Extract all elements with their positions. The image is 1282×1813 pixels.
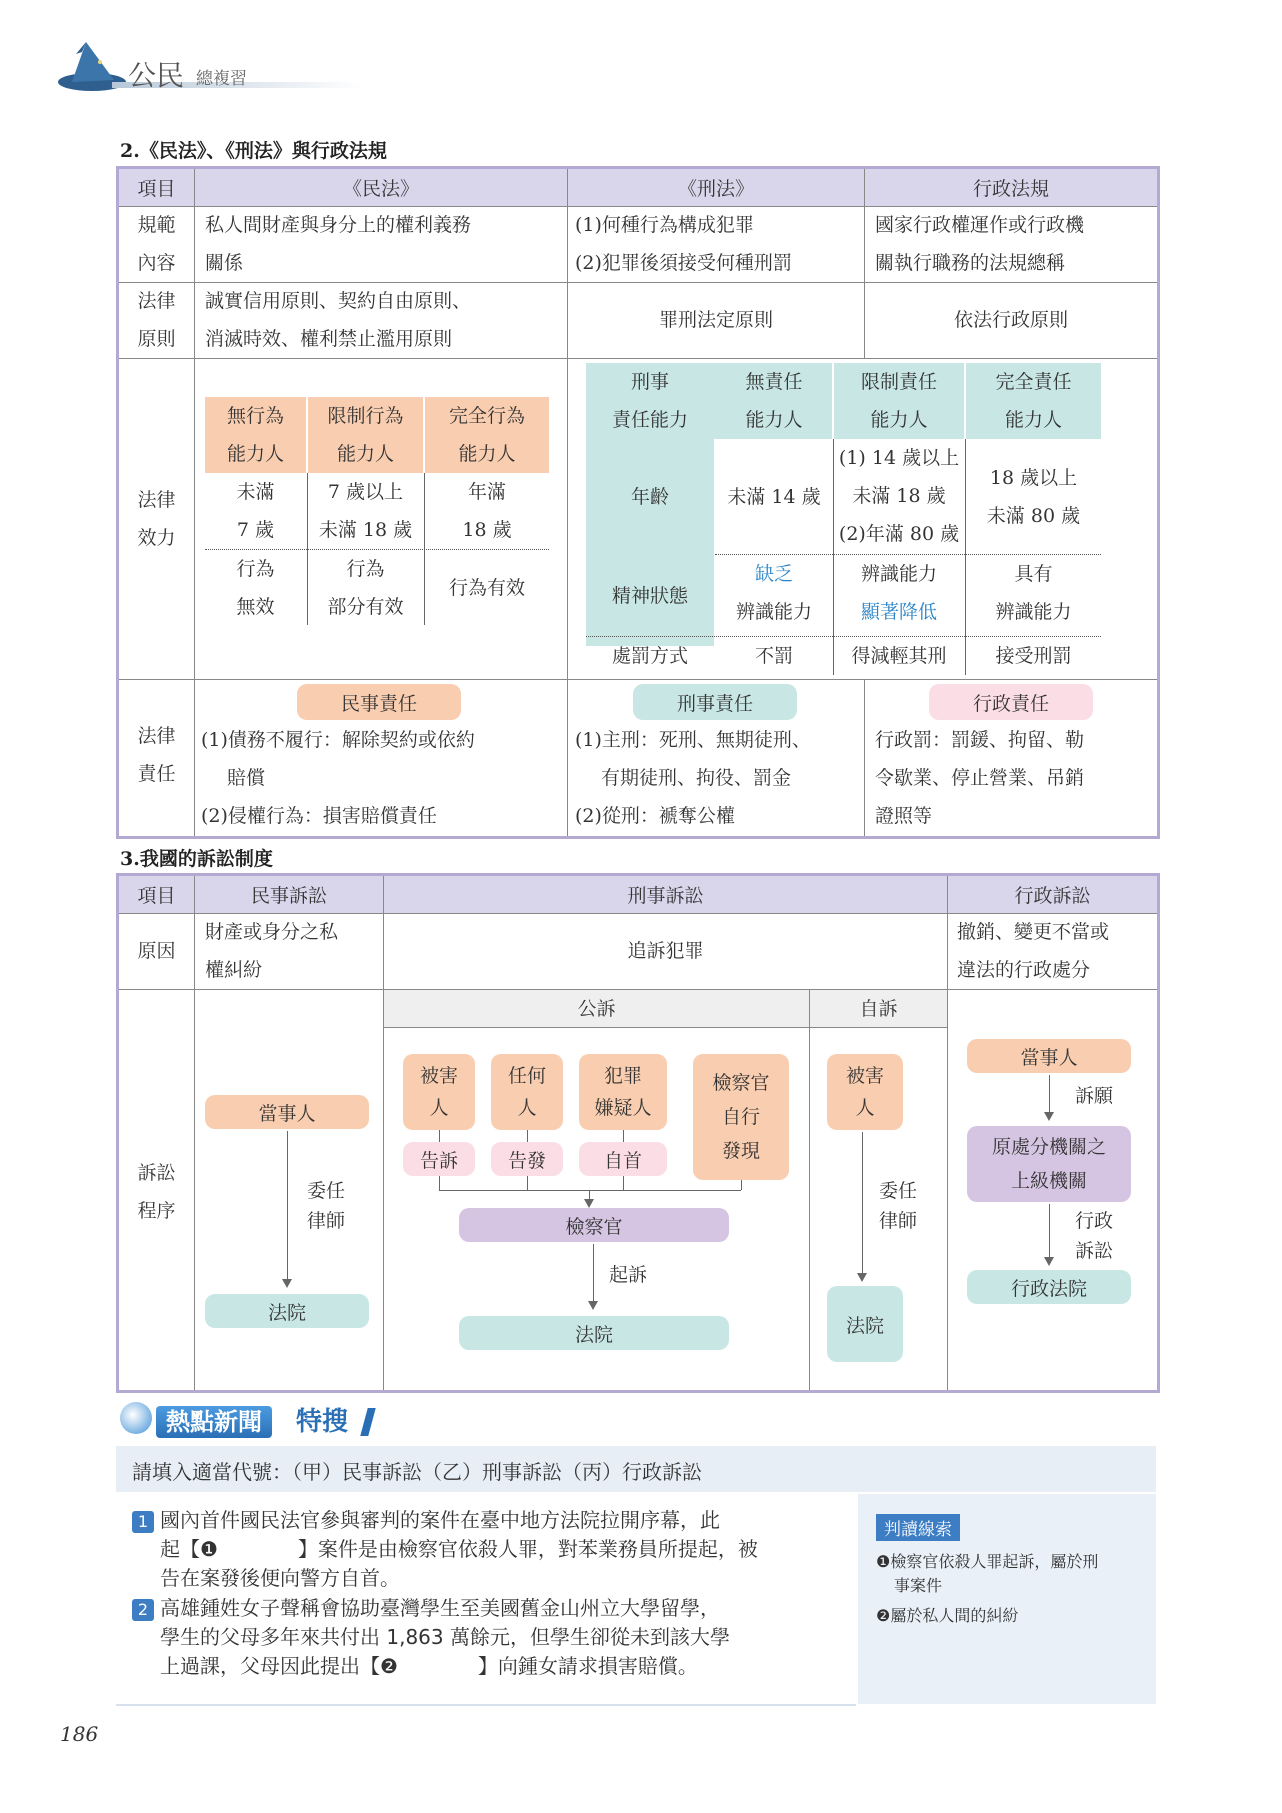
civil-head-limited: 限制行為 能力人 [308,397,423,473]
civil-court: 法院 [205,1294,369,1328]
cause-criminal: 追訴犯罪 [627,940,704,962]
criminal-liability-text: (1)主刑：死刑、無期徒刑、 有期徒刑、拘役、罰金 (2)從刑：褫奪公權 [575,729,811,827]
civil-age-limited: 7 歲以上 未滿 18 歲 [318,481,413,541]
crim-punish-none: 不罰 [754,645,793,667]
admin-court: 行政法院 [967,1270,1131,1304]
law-comparison-table [116,166,1160,839]
civil-via-lawyer: 委任 律師 [307,1180,346,1232]
news-badge-slash [360,1408,376,1436]
admin-superior-agency: 原處分機關之 上級機關 [967,1126,1131,1202]
private-victim: 被害 人 [827,1054,903,1130]
crim-punish-label: 處罰方式 [611,645,688,667]
principle-criminal: 罪刑法定原則 [658,309,773,331]
crim-punish-limited: 得減輕其刑 [851,645,947,667]
admin-suit: 行政 訴訟 [1075,1210,1114,1262]
row-label-liability: 法律 責任 [137,725,176,785]
indict-label: 起訴 [609,1264,648,1286]
news-question-1: 1 國內首件國民法官參與審判的案件在臺中地方法院拉開序幕，此 起【❶ 】案件是由檢察官依殺人罪，對苯業務員所提起，被 告在案發後便向警方自首。 [132,1506,852,1593]
news-hint-1: ❶檢察官依殺人罪起訴，屬於刑 事案件 [876,1552,1099,1595]
action-complaint: 告訴 [403,1142,475,1176]
crim-mental-label: 精神狀態 [611,584,688,607]
private-court: 法院 [827,1286,903,1362]
scope-criminal: (1)何種行為構成犯罪 (2)犯罪後須接受何種刑罰 [575,214,792,274]
criminal-liability-title: 刑事責任 [633,684,797,720]
row-label-scope: 規範 內容 [137,214,176,274]
civil-valid-none: 行為 無效 [236,558,275,618]
header-criminal: 《刑法》 [568,169,864,206]
header-civil: 《民法》 [195,169,567,206]
header-subtitle: 總複習 [196,69,247,89]
public-prosecution-title: 公訴 [577,997,616,1020]
crim-head-full: 完全責任 能力人 [995,371,1072,431]
lit-header-admin: 行政訴訟 [948,876,1157,913]
section2-title: 2.《民法》、《刑法》與行政法規 [120,140,387,162]
crim-age-none: 未滿 14 歲 [727,485,821,508]
civil-age-none: 未滿 7 歲 [236,481,275,541]
crim-age-limited: (1) 14 歲以上 未滿 18 歲 (2)年滿 80 歲 [838,447,960,545]
news-question-2: 2 高雄鍾姓女子聲稱會協助臺灣學生至美國舊金山州立大學留學， 學生的父母多年來共付出 1,863 萬餘元，但學生卻從未到該大學 上過課，父母因此提出【❷ 】向鍾女請求損害賠償。 [132,1594,852,1681]
scope-civil: 私人間財產與身分上的權利義務 關係 [205,214,472,274]
row-label-effect: 法律 效力 [137,489,176,549]
cause-admin: 撤銷、變更不當或 違法的行政處分 [957,921,1110,981]
crim-mental-full: 具有 辨識能力 [995,563,1072,623]
crim-mental-none: 缺乏 辨識能力 [735,563,812,623]
news-bubble-icon [120,1402,152,1434]
private-prosecution-title: 自訴 [859,997,898,1020]
civil-liability-title: 民事責任 [297,684,461,720]
crim-head-none: 無責任 能力人 [745,371,803,431]
procedure-label: 訴訟 程序 [137,1162,176,1222]
crim-punish-full: 接受刑罰 [995,645,1072,667]
principle-admin: 依法行政原則 [953,309,1068,331]
crim-age-full: 18 歲以上 未滿 80 歲 [986,466,1081,527]
news-badge-main: 熱點新聞 [156,1406,272,1438]
news-badge-sub: 特搜 [296,1407,349,1437]
section3-title: 3.我國的訴訟制度 [120,848,273,870]
civil-head-full: 完全行為 能力人 [425,397,549,473]
crim-head-limited: 限制責任 能力人 [860,371,937,431]
civil-valid-full: 行為有效 [448,577,525,599]
action-report: 告發 [491,1142,563,1176]
litigation-table [116,873,1160,1393]
news-hint-title: 判讀線索 [876,1514,960,1541]
scope-admin: 國家行政權運作或行政機 關執行職務的法規總稱 [875,214,1085,274]
private-via-lawyer: 委任 律師 [879,1180,918,1232]
crim-age-label: 年齡 [630,485,669,508]
source-prosecutor-self: 檢察官 自行 發現 [693,1054,789,1180]
row-label-principle: 法律 原則 [137,290,176,350]
civil-age-full: 年滿 18 歲 [462,481,512,541]
source-suspect: 犯罪 嫌疑人 [579,1054,667,1130]
admin-petition: 訴願 [1075,1085,1114,1107]
action-surrender: 自首 [579,1142,667,1176]
question-number-1: 1 [132,1511,154,1533]
cause-civil: 財產或身分之私 權糾紛 [205,921,339,981]
principle-civil: 誠實信用原則、契約自由原則、 消滅時效、權利禁止濫用原則 [205,290,472,350]
civil-party: 當事人 [205,1095,369,1129]
lit-header-criminal: 刑事訴訟 [384,876,947,913]
admin-party: 當事人 [967,1039,1131,1073]
header-subject: 公民 [128,59,185,92]
prosecutor: 檢察官 [459,1208,729,1242]
lit-header-civil: 民事訴訟 [195,876,383,913]
page-number: 186 [60,1722,99,1746]
header-item: 項目 [119,169,194,206]
civil-head-none: 無行為 能力人 [205,397,306,473]
cause-label: 原因 [137,940,176,962]
admin-liability-text: 行政罰：罰鍰、拘留、勒 令歇業、停止營業、吊銷 證照等 [875,729,1085,827]
source-anyone: 任何 人 [491,1054,563,1130]
admin-liability-title: 行政責任 [929,684,1093,720]
crim-head-label: 刑事 責任能力 [611,371,688,431]
source-victim: 被害 人 [403,1054,475,1130]
news-instruction: 請填入適當代號：（甲）民事訴訟（乙）刑事訴訟（丙）行政訴訟 [132,1460,702,1484]
civil-liability-text: (1)債務不履行：解除契約或依約 賠償 (2)侵權行為：損害賠償責任 [201,729,475,827]
header-admin: 行政法規 [865,169,1157,206]
news-hint-2: ❷屬於私人間的糾紛 [876,1606,1019,1625]
public-court: 法院 [459,1316,729,1350]
civil-valid-limited: 行為 部分有效 [327,558,404,618]
crim-mental-limited: 辨識能力 顯著降低 [860,563,937,623]
lit-header-item: 項目 [119,876,194,913]
question-number-2: 2 [132,1599,154,1621]
